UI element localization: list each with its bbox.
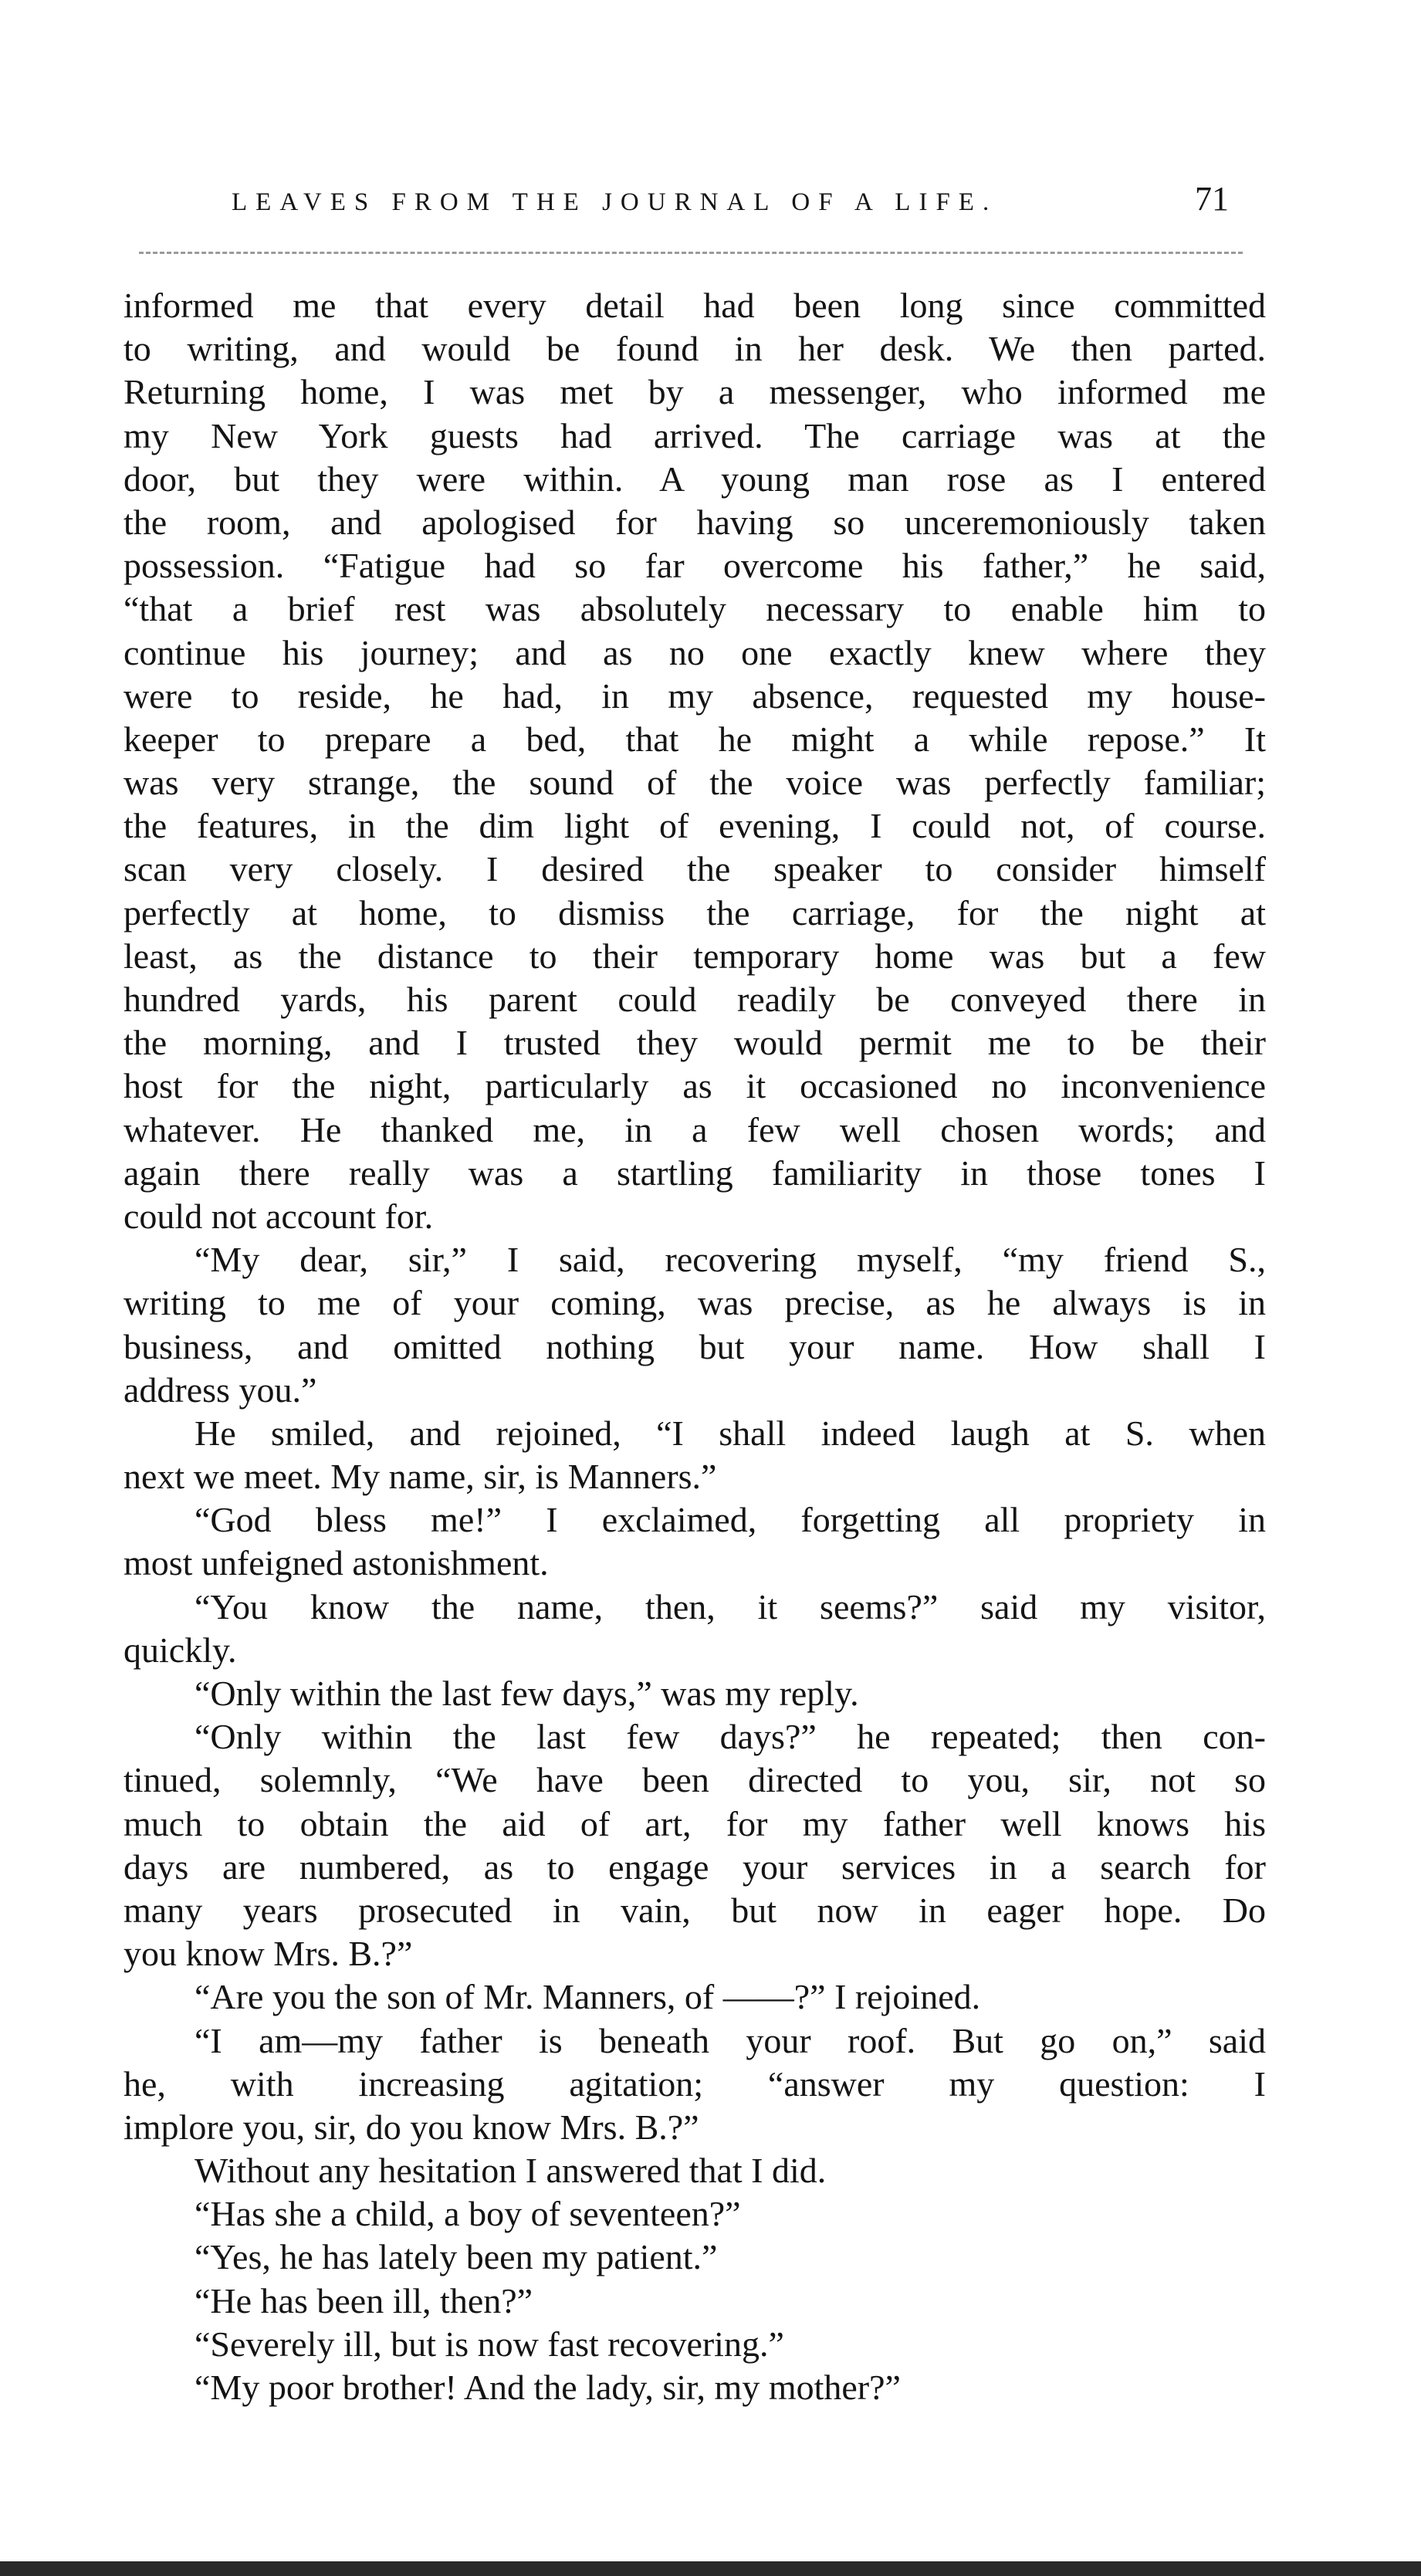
scan-edge-bar <box>0 2561 1421 2576</box>
text-line: “He has been ill, then?” <box>195 2280 533 2320</box>
text-line: many years prosecuted in vain, but now in eager hope. Do <box>123 1890 1266 1930</box>
text-line: possession. “Fatigue had so far overcome his father,” he said, <box>123 546 1266 586</box>
text-line: informed me that every detail had been long since committed <box>123 286 1266 325</box>
text-line: perfectly at home, to dismiss the carriage, for the night at <box>123 892 1266 933</box>
text-line: implore you, sir, do you know Mrs. B.?” <box>123 2107 699 2147</box>
text-line: were to reside, he had, in my absence, requested my house- <box>123 675 1266 716</box>
text-line: writing to me of your coming, was precise, as he always is in <box>123 1283 1266 1323</box>
text-line: scan very closely. I desired the speaker to consider himself <box>123 849 1266 889</box>
text-line: my New York guests had arrived. The carriage was at the <box>123 415 1266 455</box>
text-line: door, but they were within. A young man rose as I entered <box>123 459 1266 499</box>
text-line: Returning home, I was met by a messenger, who informed me <box>123 372 1266 412</box>
text-line: most unfeigned astonishment. <box>123 1543 549 1583</box>
text-line: “Severely ill, but is now fast recovering.” <box>195 2324 784 2364</box>
text-line: “Are you the son of Mr. Manners, of ——?” I rejoined. <box>195 1977 981 2017</box>
text-line: days are numbered, as to engage your services in a search for <box>123 1847 1266 1887</box>
text-line: “You know the name, then, it seems?” said my visitor, <box>195 1586 1266 1627</box>
text-line: you know Mrs. B.?” <box>123 1934 413 1974</box>
page-number: 71 <box>1195 180 1229 218</box>
text-line: the morning, and I trusted they would permit me to be their <box>123 1023 1266 1063</box>
text-line: least, as the distance to their temporary home was but a few <box>123 936 1266 976</box>
text-line: to writing, and would be found in her desk. We then parted. <box>123 329 1266 369</box>
text-line: again there really was a startling familiarity in those tones I <box>123 1153 1266 1193</box>
text-line: Without any hesitation I answered that I did. <box>195 2151 827 2191</box>
text-line: quickly. <box>123 1630 237 1670</box>
text-line: he, with increasing agitation; “answer my question: I <box>123 2063 1266 2104</box>
text-line: keeper to prepare a bed, that he might a while repose.” It <box>123 719 1266 759</box>
text-line: “Yes, he has lately been my patient.” <box>195 2237 718 2277</box>
text-line: much to obtain the aid of art, for my father well knows his <box>123 1803 1266 1843</box>
text-line: “God bless me!” I exclaimed, forgetting all propriety in <box>195 1500 1266 1540</box>
text-line: continue his journey; and as no one exactly knew where they <box>123 632 1266 672</box>
text-line: the features, in the dim light of evening, I could not, of course. <box>123 806 1266 846</box>
text-line: He smiled, and rejoined, “I shall indeed laugh at S. when <box>195 1413 1266 1453</box>
text-line: address you.” <box>123 1369 317 1410</box>
text-line: “Only within the last few days,” was my reply. <box>195 1674 859 1713</box>
text-line: “My dear, sir,” I said, recovering myself, “my friend S., <box>195 1240 1266 1280</box>
text-line: “My poor brother! And the lady, sir, my mother?” <box>195 2368 901 2407</box>
text-line: “Has she a child, a boy of seventeen?” <box>195 2194 741 2234</box>
text-line: “Only within the last few days?” he repeated; then con- <box>195 1717 1266 1757</box>
text-line: “I am—my father is beneath your roof. But go on,” said <box>195 2020 1266 2060</box>
text-line: could not account for. <box>123 1196 434 1236</box>
text-line: host for the night, particularly as it occasioned no inconvenience <box>123 1066 1266 1106</box>
text-line: business, and omitted nothing but your name. How shall I <box>123 1326 1266 1366</box>
text-line: “that a brief rest was absolutely necessary to enable him to <box>123 589 1266 629</box>
text-line: the room, and apologised for having so unceremoniously taken <box>123 502 1266 542</box>
text-line: next we meet. My name, sir, is Manners.” <box>123 1457 717 1497</box>
running-head: LEAVES FROM THE JOURNAL OF A LIFE. <box>232 188 998 216</box>
text-line: was very strange, the sound of the voice was perfectly familiar; <box>123 763 1266 803</box>
body-text <box>123 284 1266 2409</box>
text-line: whatever. He thanked me, in a few well chosen words; and <box>123 1109 1266 1149</box>
header-rule <box>139 252 1243 254</box>
text-line: hundred yards, his parent could readily be conveyed there in <box>123 980 1266 1019</box>
text-line: tinued, solemnly, “We have been directed to you, sir, not so <box>123 1760 1266 1800</box>
